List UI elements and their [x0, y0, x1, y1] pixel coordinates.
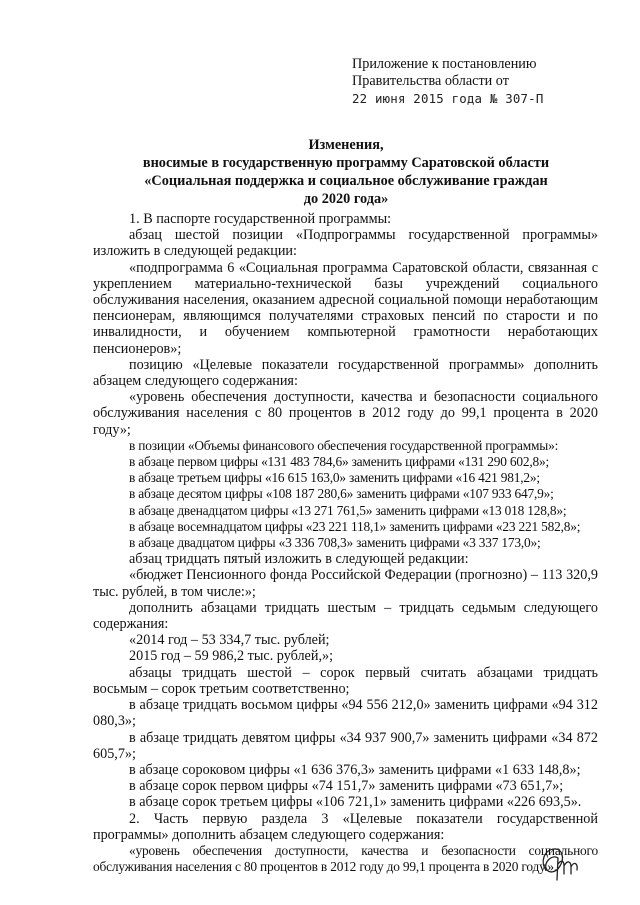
paragraph: «2014 год – 53 334,7 тыс. рублей; — [129, 632, 330, 649]
paragraph: абзац тридцать пятый изложить в следующей редакции: — [129, 551, 469, 568]
title-line-3: «Социальная поддержка и социальное обслуживание граждан — [144, 173, 548, 189]
paragraph: 2. Часть первую раздела 3 «Целевые показатели государственной программы» дополнить абзацем следующего содержания: — [93, 810, 598, 843]
handwritten-signature — [532, 840, 580, 888]
paragraph: в абзаце десятом цифры «108 187 280,6» заменить цифрами «107 933 647,9»; — [129, 486, 554, 502]
paragraph: 2015 год – 59 986,2 тыс. рублей,»; — [129, 648, 334, 665]
paragraph: позицию «Целевые показатели государственной программы» дополнить абзацем следующего содержания: — [93, 356, 598, 390]
title-line-4: до 2020 года» — [303, 191, 389, 207]
appendix-line-1: Приложение к постановлению — [352, 56, 537, 72]
paragraph: в абзаце восемнадцатом цифры «23 221 118,1» заменить цифрами «23 221 582,8»; — [129, 518, 581, 534]
paragraph: 1. В паспорте государственной программы: — [129, 211, 392, 227]
document-title — [96, 136, 596, 208]
title-line-1: Изменения, — [308, 137, 384, 153]
paragraph: абзацы тридцать шестой – сорок первый считать абзацами тридцать восьмым – сорок третьим соответственно; — [93, 664, 598, 697]
paragraph: в абзаце сороковом цифры «1 636 376,3» заменить цифрами «1 633 148,8»; — [129, 761, 581, 778]
paragraph: дополнить абзацами тридцать шестым – тридцать седьмым следующего содержания: — [93, 599, 598, 633]
paragraph: в абзаце тридцать восьмом цифры «94 556 212,0» заменить цифрами «94 312 080,3»; — [93, 697, 598, 730]
paragraph: в позиции «Объемы финансового обеспечения государственной программы»: — [129, 437, 559, 453]
paragraph: в абзаце сорок третьем цифры «106 721,1» заменить цифрами «226 693,5». — [129, 794, 582, 811]
appendix-line-2: Правительства области от — [352, 73, 509, 89]
title-line-2: вносимые в государственную программу Саратовской области — [142, 155, 550, 171]
paragraph: в абзаце третьем цифры «16 615 163,0» заменить цифрами «16 421 981,2»; — [129, 470, 540, 486]
paragraph: абзац шестой позиции «Подпрограммы государственной программы» изложить в следующей редакции: — [93, 227, 598, 260]
paragraph: «уровень обеспечения доступности, качества и безопасности социального обслуживания населения с 80 процентов в 2012 году до 99,1 процента в 2020 году.». — [93, 842, 598, 875]
appendix-header — [352, 56, 544, 107]
paragraph: в абзаце двадцатом цифры «3 336 708,3» заменить цифрами «3 337 173,0»; — [129, 535, 541, 551]
appendix-date-stamp: 22 июня 2015 года № 307-П — [352, 91, 544, 106]
paragraph: в абзаце двенадцатом цифры «13 271 761,5» заменить цифрами «13 018 128,8»; — [129, 502, 567, 518]
paragraph: в абзаце первом цифры «131 483 784,6» заменить цифрами «131 290 602,8»; — [129, 454, 550, 470]
document-body — [93, 211, 598, 875]
paragraph: в абзаце сорок первом цифры «74 151,7» заменить цифрами «73 651,7»; — [129, 778, 564, 795]
paragraph: «уровень обеспечения доступности, качества и безопасности социального обслуживания населения с 80 процентов в 2012 году до 99,1 процента в 2020 году»; — [93, 389, 598, 438]
paragraph: «бюджет Пенсионного фонда Российской Федерации (прогнозно) – 113 320,9 тыс. рублей, в том числе:»; — [93, 567, 598, 600]
paragraph: «подпрограмма 6 «Социальная программа Саратовской области, связанная с укреплением материально-технической базы учреждений социального обслуживания населения, оказанием адресной социальной помощи неработающим пенсионерам, являющимся получателями страховых пенсий по старости и по инвалидности, и обучением компьютерной грамотности неработающих пенсионеров»; — [93, 259, 598, 357]
paragraph: в абзаце тридцать девятом цифры «34 937 900,7» заменить цифрами «34 872 605,7»; — [93, 729, 598, 762]
